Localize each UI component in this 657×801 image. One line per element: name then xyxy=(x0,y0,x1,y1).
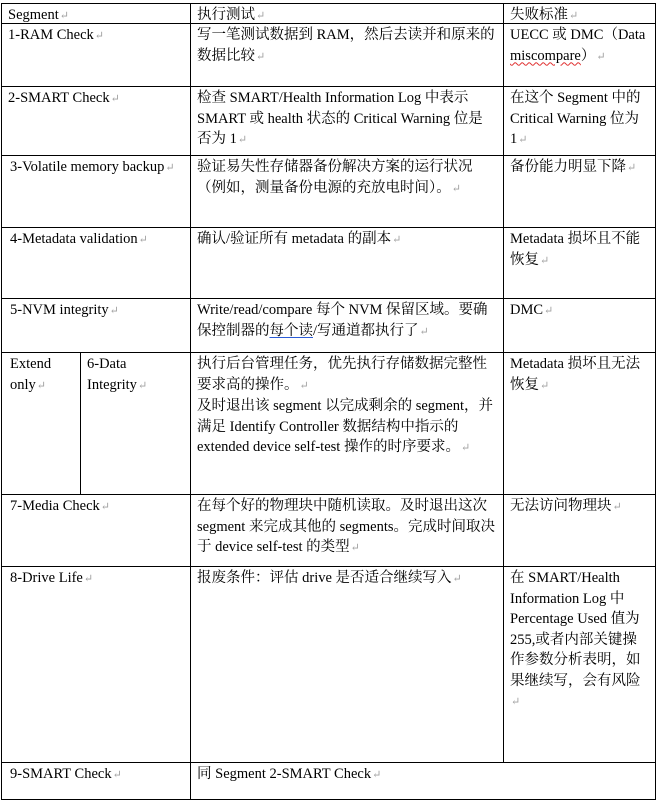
paragraph-mark-icon: ↵ xyxy=(627,162,637,174)
paragraph-mark-icon: ↵ xyxy=(419,325,429,338)
paragraph-mark-icon: ↵ xyxy=(540,379,550,392)
test-cell xyxy=(191,495,504,567)
paragraph-mark-icon: ↵ xyxy=(110,93,120,105)
paragraph-mark-icon: ↵ xyxy=(460,442,471,454)
test-text: 检查 SMART/Health Information Log 中表示 SMART 或 health 状态的 Critical Warning 位是否为 1 xyxy=(197,90,483,147)
test-text: 写一笔测试数据到 RAM，然后去读并和原来的数据比较 xyxy=(197,27,495,64)
paragraph-mark-icon: ↵ xyxy=(452,573,462,585)
test-cell-merged xyxy=(191,763,656,800)
segment-text: 1-RAM Check xyxy=(8,27,94,43)
paragraph-mark-icon: ↵ xyxy=(256,50,266,63)
criteria-text: DMC xyxy=(510,302,544,318)
criteria-cell xyxy=(504,156,656,228)
criteria-cell xyxy=(504,87,656,156)
segment-text: 6-Data Integrity xyxy=(87,356,137,393)
test-cell xyxy=(191,299,504,353)
paragraph-mark-icon: ↵ xyxy=(540,254,550,267)
segment-cell xyxy=(1,763,191,800)
segment-text: 5-NVM integrity xyxy=(10,302,109,318)
paragraph-mark-icon: ↵ xyxy=(112,769,122,781)
criteria-cell xyxy=(504,299,656,353)
segment-table xyxy=(1,3,656,800)
segment-text: 7-Media Check xyxy=(10,498,100,514)
paragraph-mark-icon: ↵ xyxy=(350,542,360,554)
group-text: Extend only xyxy=(10,356,52,393)
paragraph-mark-icon: ↵ xyxy=(137,379,148,392)
paragraph-mark-icon: ↵ xyxy=(165,162,175,174)
header-test xyxy=(191,3,504,24)
criteria-cell xyxy=(504,228,656,299)
criteria-text: Metadata 损坏且无法恢复 xyxy=(510,356,641,393)
segment-text: 4-Metadata validation xyxy=(10,231,138,247)
paragraph-mark-icon: ↵ xyxy=(451,182,461,195)
segment-cell xyxy=(1,495,191,567)
test-paragraph xyxy=(197,396,497,459)
paragraph-mark-icon: ↵ xyxy=(59,10,69,22)
paragraph-mark-icon: ↵ xyxy=(511,696,521,708)
test-text: /写通道都执行了 xyxy=(313,322,419,339)
criteria-text: 备份能力明显下降 xyxy=(510,159,626,175)
paragraph-mark-icon: ↵ xyxy=(36,379,46,392)
test-text: 及时退出该 segment 以完成剩余的 segment，并满足 Identify Controller 数据结构中指示的 extended device self-test 操作的时序要求。 xyxy=(197,398,494,455)
paragraph-mark-icon: ↵ xyxy=(256,10,266,22)
header-segment xyxy=(1,3,191,24)
criteria-text: 在 SMART/Health Information Log 中 Percentage Used 值为 255,或者内部关键操作参数分析表明，如果继续写，会有风险 xyxy=(510,570,641,689)
segment-cell xyxy=(1,299,191,353)
criteria-text: Metadata 损坏且不能恢复 xyxy=(510,231,641,268)
grammar-flag-word[interactable]: 每个读 xyxy=(269,322,313,339)
test-cell xyxy=(191,87,504,156)
paragraph-mark-icon: ↵ xyxy=(518,134,528,146)
test-text: 确认/验证所有 metadata 的副本 xyxy=(197,231,392,247)
group-cell xyxy=(1,353,81,495)
segment-cell xyxy=(1,24,191,87)
spelling-error-word[interactable]: miscompare xyxy=(510,47,581,64)
test-text: 报废条件：评估 drive 是否适合继续写入 xyxy=(197,570,452,586)
paragraph-mark-icon: ↵ xyxy=(299,379,309,392)
paragraph-mark-icon: ↵ xyxy=(372,769,382,781)
criteria-cell xyxy=(504,567,656,763)
criteria-cell xyxy=(504,353,656,495)
paragraph-mark-icon: ↵ xyxy=(83,573,94,585)
test-cell xyxy=(191,567,504,763)
paragraph-mark-icon: ↵ xyxy=(94,30,105,42)
test-paragraph xyxy=(197,354,497,396)
test-text: 在每个好的物理块中随机读取。及时退出这次 segment 来完成其他的 segments。完成时间取决于 device self-test 的类型 xyxy=(197,498,496,555)
segment-text: 8-Drive Life xyxy=(10,570,83,586)
header-criteria xyxy=(504,3,656,24)
segment-cell xyxy=(1,567,191,763)
criteria-text: 无法访问物理块 xyxy=(510,498,612,514)
test-cell xyxy=(191,228,504,299)
test-text: 同 Segment 2-SMART Check xyxy=(197,766,372,782)
segment-cell xyxy=(1,87,191,156)
paragraph-mark-icon: ↵ xyxy=(612,501,622,513)
paragraph-mark-icon: ↵ xyxy=(237,134,248,146)
criteria-text: UECC 或 DMC（Data xyxy=(510,27,646,43)
test-text: Write/read/compare 每个 NVM 保留区域。要确保控制器的 xyxy=(197,302,488,339)
header-text: 失败标准 xyxy=(510,7,568,23)
criteria-cell xyxy=(504,495,656,567)
test-cell xyxy=(191,353,504,495)
paragraph-mark-icon: ↵ xyxy=(109,305,119,317)
segment-cell xyxy=(81,353,191,495)
segment-text: 9-SMART Check xyxy=(10,766,112,782)
test-cell xyxy=(191,24,504,87)
criteria-cell xyxy=(504,24,656,87)
criteria-text: ） xyxy=(580,47,596,64)
paragraph-mark-icon: ↵ xyxy=(392,234,402,246)
paragraph-mark-icon: ↵ xyxy=(100,501,111,513)
segment-cell xyxy=(1,228,191,299)
paragraph-mark-icon: ↵ xyxy=(569,10,579,22)
test-cell xyxy=(191,156,504,228)
test-text: 执行后台管理任务，优先执行存储数据完整性要求高的操作。 xyxy=(197,356,487,393)
test-text: 验证易失性存储器备份解决方案的运行状况（例如，测量备份电源的充放电时间）。 xyxy=(197,159,473,196)
segment-cell xyxy=(1,156,191,228)
criteria-text: 在这个 Segment 中的 Critical Warning 位为 1 xyxy=(510,90,641,147)
paragraph-mark-icon: ↵ xyxy=(138,234,148,246)
segment-text: 2-SMART Check xyxy=(8,90,110,106)
header-text: 执行测试 xyxy=(197,7,255,23)
paragraph-mark-icon: ↵ xyxy=(544,305,554,317)
segment-text: 3-Volatile memory backup xyxy=(10,159,165,175)
header-text: Segment xyxy=(8,7,59,23)
paragraph-mark-icon: ↵ xyxy=(596,50,606,63)
